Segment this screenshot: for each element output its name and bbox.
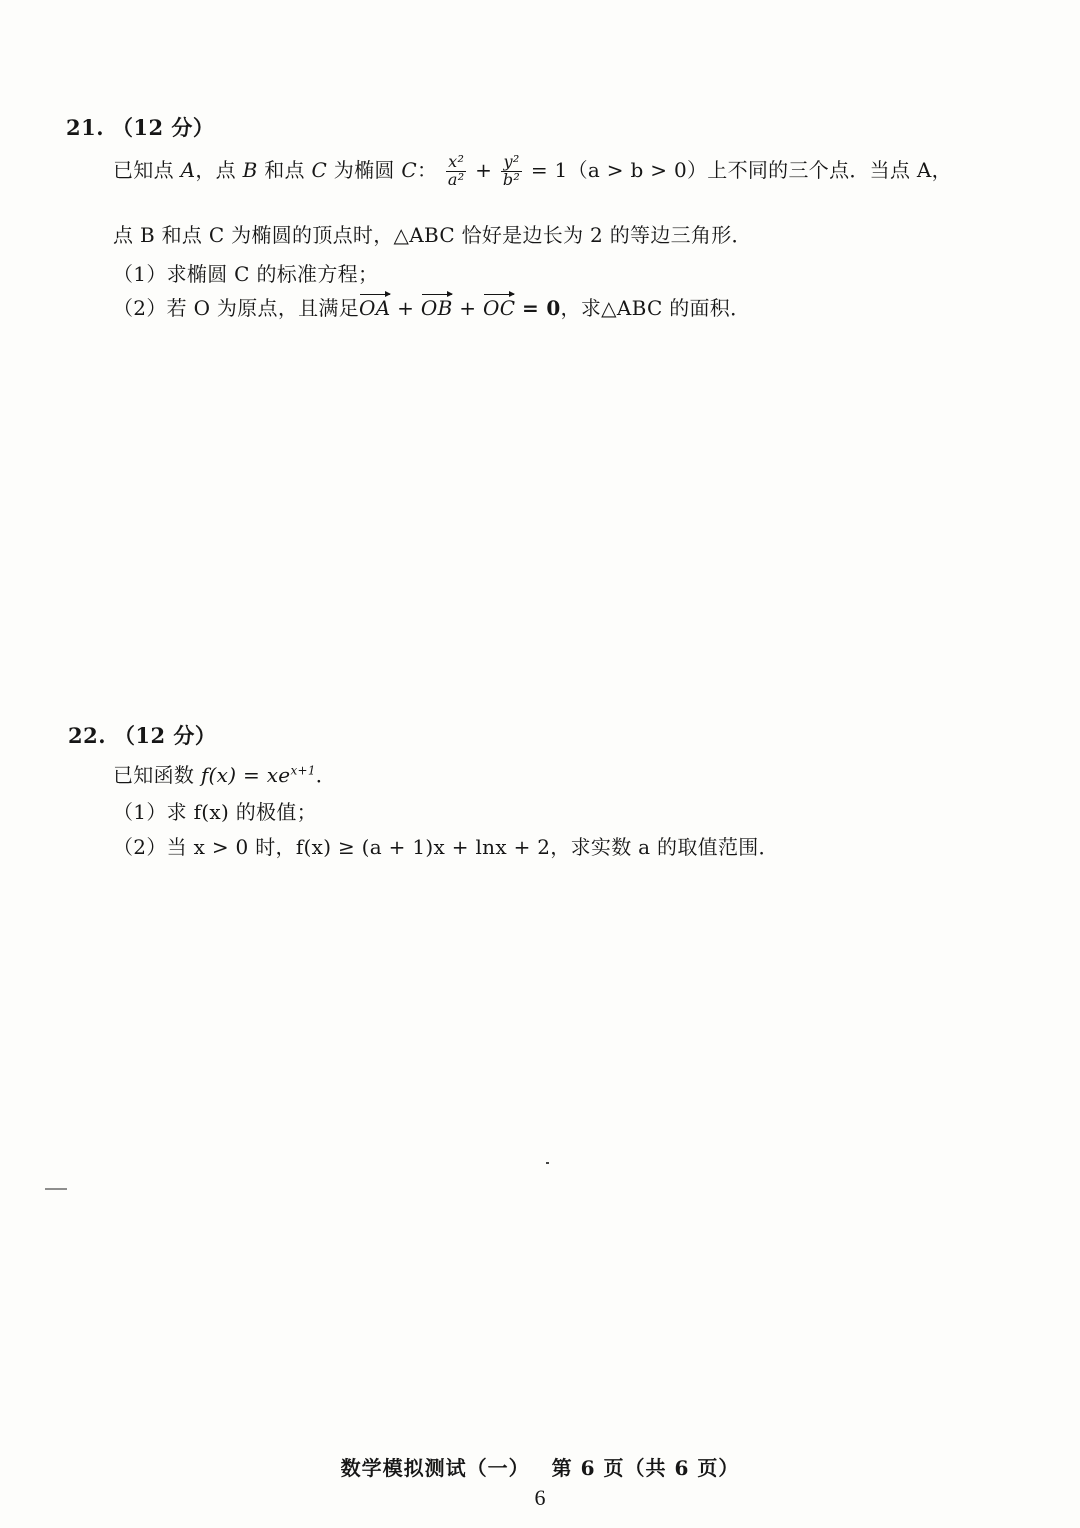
problem-21-statement-line-2: 点 B 和点 C 为椭圆的顶点时，△ABC 恰好是边长为 2 的等边三角形． [113,223,752,247]
fraction-numerator: y² [501,154,522,172]
statement-text: ，点 [195,158,243,182]
statement-text: 为椭圆 [327,158,402,182]
exam-title: 数学模拟测试（一） [340,1456,530,1480]
vector-oa: OA [359,292,390,320]
point-a: A [180,158,196,182]
statement-text: 已知函数 [113,763,201,787]
scan-speck [546,1162,549,1164]
problem-22-part-1: （1）求 f(x) 的极值； [113,800,317,824]
point-c: C [311,158,328,182]
fraction-y-over-b [501,154,522,189]
statement-text: 已知点 [113,158,181,182]
problem-21-header [66,112,214,142]
vector-ob: OB [421,292,453,320]
point-b: B [242,158,258,182]
zero-vector: = 0 [522,296,561,320]
problem-22-statement [113,759,336,788]
problem-number: 21. [66,115,105,140]
problem-21-statement-line-1 [113,154,952,189]
statement-text: 和点 [257,158,312,182]
problem-number: 22. [68,723,107,748]
ellipse-name: C [401,158,417,182]
vector-oc: OC [483,292,515,320]
problem-21-part-1: （1）求椭圆 C 的标准方程； [113,262,379,286]
problem-22-header [68,720,216,750]
equation-rest: = 1（a > b > 0）上不同的三个点．当点 A， [530,158,952,182]
function-definition: f(x) = xe [200,763,291,787]
part-2-text: （2）若 O 为原点，且满足 [113,296,360,320]
plus-sign: + [475,158,493,182]
fraction-numerator: x² [446,154,467,172]
page-number: 6 [534,1485,546,1510]
part-2-text: ，求△ABC 的面积． [560,296,751,320]
problem-21-part-2 [113,292,750,321]
fraction-denominator: a² [447,170,465,189]
scan-speck [45,1188,67,1190]
exponent: x+1 [290,763,316,778]
problem-score: （12 分） [113,723,217,748]
page-footer [0,1452,1080,1481]
page-info: 第 6 页（共 6 页） [551,1456,740,1480]
plus-sign: + [459,296,477,320]
period: ． [315,763,337,787]
problem-score: （12 分） [111,115,215,140]
fraction-x-over-a [446,154,467,189]
colon: ： [416,158,438,182]
plus-sign: + [397,296,415,320]
problem-22-part-2: （2）当 x > 0 时，f(x) ≥ (a + 1)x + lnx + 2，求实数 a 的取值范围． [113,835,779,859]
fraction-denominator: b² [502,170,521,189]
